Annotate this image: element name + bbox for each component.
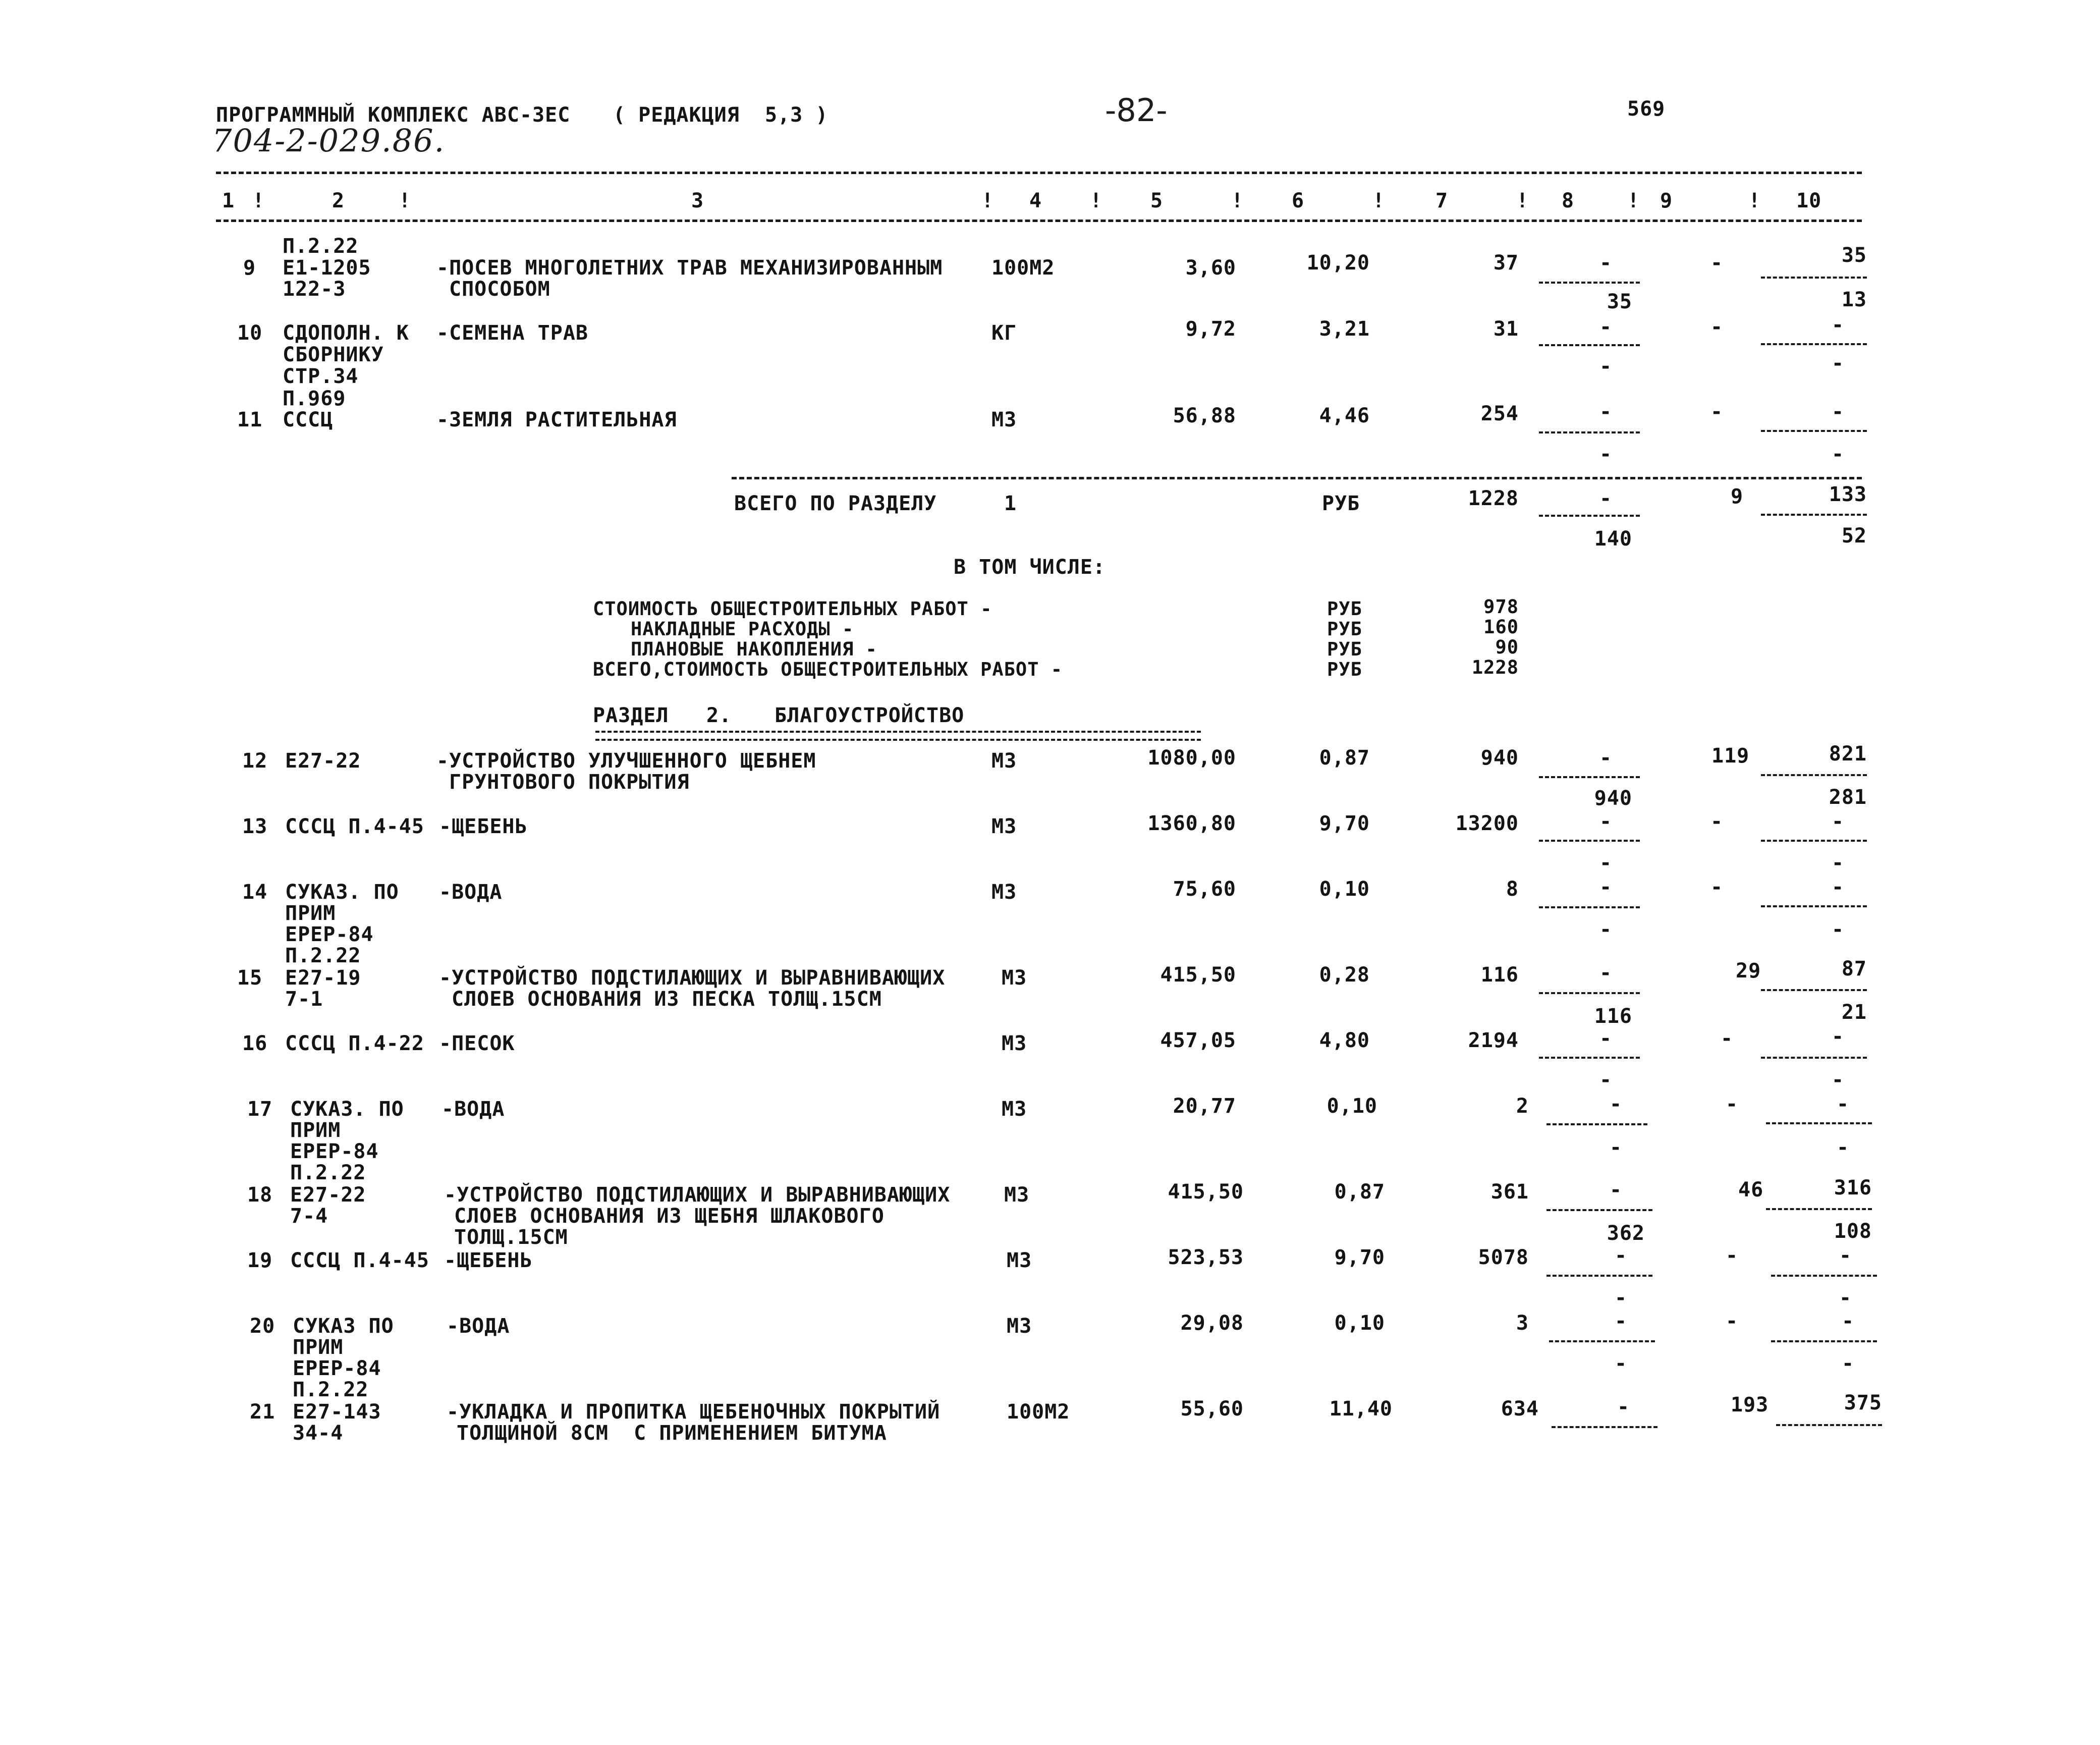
cell-divider <box>1546 1209 1652 1211</box>
row-description: СЛОЕВ ОСНОВАНИЯ ИЗ ПЕСКА ТОЛЩ.15СМ <box>452 988 882 1011</box>
row-col8-value: - <box>1599 876 1613 899</box>
row-description: СПОСОБОМ <box>449 278 550 301</box>
row-col10-value: - <box>1832 352 1845 375</box>
row-col8-value: - <box>1617 1395 1630 1419</box>
row-col9-value: - <box>1710 315 1724 339</box>
row-col8-value: - <box>1599 315 1613 339</box>
row-col9-value: - <box>1710 400 1724 423</box>
row-col8-value: - <box>1615 1286 1628 1310</box>
cell-divider <box>1761 277 1867 279</box>
column-header: 8 <box>1562 189 1575 212</box>
row-col10-value: 87 <box>1841 957 1867 980</box>
section-total-col9: 9 <box>1731 485 1744 508</box>
cell-divider <box>1539 776 1640 778</box>
row-basis-line: 122-3 <box>283 278 346 301</box>
row-col8-value: - <box>1615 1352 1628 1375</box>
row-basis-line: Е27-22 <box>290 1183 366 1207</box>
row-unit-price: 0,87 <box>1319 746 1370 770</box>
column-header: 7 <box>1435 189 1449 212</box>
cell-divider <box>1546 1123 1647 1125</box>
row-description: ГРУНТОВОГО ПОКРЫТИЯ <box>449 771 690 794</box>
row-basis-line: СССЦ П.4-45 <box>290 1249 429 1272</box>
row-quantity: 29,08 <box>1180 1312 1244 1335</box>
row-col8-value: 116 <box>1594 1005 1632 1028</box>
row-unit: М3 <box>1007 1315 1032 1338</box>
row-description: -ПОСЕВ МНОГОЛЕТНИХ ТРАВ МЕХАНИЗИРОВАННЫМ <box>436 256 943 280</box>
row-col10-value: - <box>1832 443 1845 466</box>
cell-divider <box>1539 344 1640 346</box>
row-col10-value: - <box>1832 876 1845 899</box>
row-col9-value: 46 <box>1738 1178 1764 1202</box>
row-description: -УКЛАДКА И ПРОПИТКА ЩЕБЕНОЧНЫХ ПОКРЫТИЙ <box>447 1400 941 1424</box>
row-col10-value: - <box>1832 400 1845 423</box>
row-col10-value: - <box>1832 918 1845 941</box>
row-number: 10 <box>237 321 263 345</box>
row-quantity: 415,50 <box>1160 963 1236 987</box>
row-basis-line: СУКАЗ. ПО <box>290 1098 404 1121</box>
edition-label: ( РЕДАКЦИЯ 5,3 ) <box>613 103 828 127</box>
row-unit: М3 <box>1002 1098 1027 1121</box>
section-total-number: 1 <box>1004 492 1017 515</box>
breakdown-label: СТОИМОСТЬ ОБЩЕСТРОИТЕЛЬНЫХ РАБОТ - <box>593 598 992 620</box>
row-description: -УСТРОЙСТВО УЛУЧШЕННОГО ЩЕБНЕМ <box>436 749 816 773</box>
row-quantity: 3,60 <box>1185 256 1236 280</box>
row-description: ТОЛЩ.15СМ <box>454 1226 568 1249</box>
column-separator: ! <box>1627 189 1640 212</box>
row-description: -ВОДА <box>447 1315 510 1338</box>
row-description: -СЕМЕНА ТРАВ <box>436 321 588 345</box>
row-col10-value: 13 <box>1841 288 1867 311</box>
cell-divider <box>1761 1057 1867 1059</box>
row-description: -ВОДА <box>441 1098 505 1121</box>
breakdown-unit: РУБ <box>1327 618 1362 640</box>
row-basis-line: ПРИМ <box>290 1119 341 1142</box>
row-cost: 13200 <box>1455 812 1519 835</box>
row-cost: 31 <box>1493 317 1519 341</box>
row-col10-value: - <box>1832 1025 1845 1048</box>
row-description: -ПЕСОК <box>439 1032 515 1055</box>
cell-divider <box>1546 1275 1652 1277</box>
row-number: 21 <box>250 1400 275 1424</box>
row-col8-value: - <box>1615 1310 1628 1333</box>
row-col9-value: - <box>1721 1027 1734 1050</box>
row-col9-value: 119 <box>1711 744 1750 768</box>
cell-divider <box>1539 1057 1640 1059</box>
row-col8-value: - <box>1599 746 1613 770</box>
handwritten-project-code: 704-2-029.86. <box>212 122 446 159</box>
column-header: 6 <box>1292 189 1305 212</box>
cell-divider <box>1771 1340 1877 1342</box>
row-basis-line: П.2.22 <box>293 1378 369 1401</box>
row-unit-price: 0,28 <box>1319 963 1370 987</box>
row-basis-line: СБОРНИКУ <box>283 343 384 366</box>
column-separator: ! <box>1516 189 1529 212</box>
row-basis-line: Е27-19 <box>285 966 361 990</box>
row-col10-value: 375 <box>1844 1391 1882 1414</box>
section-heading-underline <box>595 731 1201 741</box>
row-description: -ЩЕБЕНЬ <box>439 815 528 838</box>
breakdown-unit: РУБ <box>1327 598 1362 620</box>
row-unit: 100М2 <box>1007 1400 1070 1424</box>
column-header: 5 <box>1150 189 1164 212</box>
row-col10-value: - <box>1832 313 1845 337</box>
cell-divider <box>1539 282 1640 284</box>
row-quantity: 20,77 <box>1173 1095 1236 1118</box>
row-basis-line: СУКАЗ ПО <box>293 1315 394 1338</box>
row-col10-value: 316 <box>1834 1176 1872 1199</box>
row-quantity: 1080,00 <box>1147 746 1236 770</box>
row-basis-line: П.969 <box>283 387 346 410</box>
row-number: 20 <box>250 1315 275 1338</box>
section-total-cost: 1228 <box>1468 487 1519 510</box>
section-title: БЛАГОУСТРОЙСТВО <box>775 704 965 727</box>
row-col8-value: 940 <box>1594 787 1632 810</box>
row-basis-line: Е27-22 <box>285 749 361 773</box>
column-separator: ! <box>252 189 265 212</box>
breakdown-unit: РУБ <box>1327 638 1362 660</box>
section-total-col10: 133 <box>1829 483 1867 506</box>
row-unit-price: 9,70 <box>1334 1246 1385 1269</box>
row-basis-line: П.2.22 <box>283 235 359 258</box>
row-unit-price: 10,20 <box>1306 251 1370 275</box>
row-unit-price: 0,87 <box>1334 1180 1385 1204</box>
row-basis-line: 7-1 <box>285 988 323 1011</box>
row-cost: 254 <box>1480 402 1519 425</box>
row-description: -УСТРОЙСТВО ПОДСТИЛАЮЩИХ И ВЫРАВНИВАЮЩИХ <box>444 1183 951 1207</box>
row-basis-line: ПРИМ <box>293 1336 344 1359</box>
row-col10-value: - <box>1842 1352 1855 1375</box>
row-quantity: 415,50 <box>1168 1180 1244 1204</box>
row-col10-value: 281 <box>1829 786 1867 809</box>
row-unit-price: 0,10 <box>1319 878 1370 901</box>
cell-divider <box>1761 840 1867 842</box>
row-col10-value: 821 <box>1829 742 1867 766</box>
total-rule <box>732 477 1862 479</box>
row-basis-line: СССЦ П.4-45 <box>285 815 424 838</box>
row-cost: 2194 <box>1468 1029 1519 1052</box>
row-quantity: 523,53 <box>1168 1246 1244 1269</box>
cell-divider <box>1539 906 1640 908</box>
row-cost: 3 <box>1516 1312 1529 1335</box>
row-basis-line: СССЦ <box>283 408 334 431</box>
breakdown-value: 160 <box>1483 616 1519 638</box>
column-header: 2 <box>332 189 345 212</box>
section-total-unit: РУБ <box>1322 492 1360 515</box>
row-col8-value: - <box>1610 1136 1623 1159</box>
row-basis-line: 34-4 <box>293 1422 344 1445</box>
row-col10-value: - <box>1837 1093 1850 1116</box>
cell-divider <box>1549 1340 1655 1342</box>
program-title: ПРОГРАММНЫЙ КОМПЛЕКС АВС-3ЕС <box>216 103 571 127</box>
cell-divider <box>1539 992 1640 994</box>
row-number: 15 <box>237 966 263 990</box>
row-number: 17 <box>247 1098 273 1121</box>
cell-divider <box>1771 1275 1877 1277</box>
row-col8-value: - <box>1615 1244 1628 1267</box>
row-col8-value: 362 <box>1607 1222 1645 1245</box>
row-col10-value: - <box>1842 1310 1855 1333</box>
row-description: -УСТРОЙСТВО ПОДСТИЛАЮЩИХ И ВЫРАВНИВАЮЩИХ <box>439 966 946 990</box>
row-basis-line: Е27-143 <box>293 1400 381 1424</box>
row-quantity: 9,72 <box>1185 317 1236 341</box>
row-col8-value: - <box>1610 1093 1623 1116</box>
row-unit-price: 11,40 <box>1329 1397 1393 1421</box>
row-quantity: 55,60 <box>1180 1397 1244 1421</box>
row-description: -ЗЕМЛЯ РАСТИТЕЛЬНАЯ <box>436 408 677 431</box>
section-number: 2. <box>706 704 732 727</box>
cell-divider <box>1761 514 1867 516</box>
cell-divider <box>1539 515 1640 517</box>
row-col10-value: 108 <box>1834 1220 1872 1243</box>
row-cost: 940 <box>1480 746 1519 770</box>
breakdown-value: 1228 <box>1471 657 1519 678</box>
row-description: -ЩЕБЕНЬ <box>444 1249 533 1272</box>
row-number: 19 <box>247 1249 273 1272</box>
row-unit-price: 3,21 <box>1319 317 1370 341</box>
cell-divider <box>1552 1426 1657 1428</box>
breakdown-label: ВСЕГО,СТОИМОСТЬ ОБЩЕСТРОИТЕЛЬНЫХ РАБОТ - <box>593 659 1063 680</box>
row-col8-value: - <box>1599 918 1613 941</box>
page-number: -82- <box>1105 92 1168 129</box>
row-unit-price: 9,70 <box>1319 812 1370 835</box>
row-basis-line: П.2.22 <box>290 1161 366 1184</box>
cell-divider <box>1776 1424 1882 1426</box>
row-col10-value: 35 <box>1841 244 1867 267</box>
row-number: 13 <box>242 815 268 838</box>
row-col9-value: - <box>1726 1093 1739 1116</box>
row-unit: М3 <box>991 815 1017 838</box>
breakdown-label: НАКЛАДНЫЕ РАСХОДЫ - <box>631 618 854 640</box>
breakdown-label: ПЛАНОВЫЕ НАКОПЛЕНИЯ - <box>631 638 877 660</box>
row-quantity: 75,60 <box>1173 878 1236 901</box>
row-description: ТОЛЩИНОЙ 8СМ С ПРИМЕНЕНИЕМ БИТУМА <box>457 1422 887 1445</box>
row-unit-price: 4,80 <box>1319 1029 1370 1052</box>
cell-divider <box>1539 840 1640 842</box>
row-unit: М3 <box>1007 1249 1032 1272</box>
row-unit: 100М2 <box>991 256 1055 280</box>
column-separator: ! <box>1231 189 1244 212</box>
sheet-number: 569 <box>1627 97 1666 121</box>
column-separator: ! <box>1090 189 1103 212</box>
cell-divider <box>1761 905 1867 907</box>
row-col8-value: - <box>1599 400 1613 423</box>
row-number: 12 <box>242 749 268 773</box>
row-col9-value: 29 <box>1736 959 1761 983</box>
row-description: СЛОЕВ ОСНОВАНИЯ ИЗ ЩЕБНЯ ШЛАКОВОГО <box>454 1205 885 1228</box>
row-unit: М3 <box>1002 966 1027 990</box>
row-cost: 8 <box>1506 878 1519 901</box>
row-col9-value: 193 <box>1731 1393 1769 1416</box>
row-col9-value: - <box>1710 876 1724 899</box>
row-basis-line: ЕРЕР-84 <box>293 1357 381 1380</box>
breakdown-unit: РУБ <box>1327 659 1362 680</box>
row-col8-value: - <box>1599 251 1613 275</box>
row-basis-line: Е1-1205 <box>283 256 371 280</box>
row-col9-value: - <box>1710 251 1724 275</box>
column-header: 9 <box>1660 189 1673 212</box>
row-col10-value: 21 <box>1841 1001 1867 1024</box>
section-total-col10: 52 <box>1841 524 1867 548</box>
row-col8-value: - <box>1599 810 1613 833</box>
row-cost: 116 <box>1480 963 1519 987</box>
column-separator: ! <box>1372 189 1386 212</box>
column-separator: ! <box>1748 189 1761 212</box>
row-basis-line: П.2.22 <box>285 944 361 967</box>
row-col10-value: - <box>1839 1244 1852 1267</box>
row-cost: 361 <box>1490 1180 1529 1204</box>
row-number: 11 <box>237 408 263 431</box>
row-basis-line: СУКАЗ. ПО <box>285 881 399 904</box>
row-basis-line: СССЦ П.4-22 <box>285 1032 424 1055</box>
row-unit-price: 0,10 <box>1334 1312 1385 1335</box>
row-cost: 634 <box>1501 1397 1539 1421</box>
section-total-col8: - <box>1599 487 1613 510</box>
breakdown-title: В ТОМ ЧИСЛЕ: <box>954 556 1106 579</box>
row-cost: 5078 <box>1478 1246 1529 1269</box>
column-header: 10 <box>1796 189 1822 212</box>
row-number: 9 <box>243 256 256 280</box>
row-col8-value: - <box>1599 355 1613 378</box>
cell-divider <box>1761 430 1867 432</box>
cell-divider <box>1761 343 1867 345</box>
row-col8-value: - <box>1599 961 1613 985</box>
row-cost: 37 <box>1493 251 1519 275</box>
header-rule-bottom <box>216 220 1862 222</box>
row-col8-value: - <box>1599 443 1613 466</box>
section-total-col8: 140 <box>1594 527 1632 551</box>
column-separator: ! <box>981 189 994 212</box>
row-unit: М3 <box>991 749 1017 773</box>
row-col10-value: - <box>1832 851 1845 875</box>
row-quantity: 457,05 <box>1160 1029 1236 1052</box>
row-col9-value: - <box>1710 810 1724 833</box>
row-unit: КГ <box>991 321 1017 345</box>
row-cost: 2 <box>1516 1095 1529 1118</box>
header-rule-top <box>216 172 1862 174</box>
breakdown-value: 90 <box>1495 636 1519 658</box>
row-col9-value: - <box>1726 1310 1739 1333</box>
row-col10-value: - <box>1832 810 1845 833</box>
column-header: 3 <box>691 189 704 212</box>
cell-divider <box>1539 431 1640 433</box>
row-description: -ВОДА <box>439 881 503 904</box>
row-unit: М3 <box>991 408 1017 431</box>
row-number: 16 <box>242 1032 268 1055</box>
column-separator: ! <box>399 189 412 212</box>
row-basis-line: СДОПОЛН. К <box>283 321 409 345</box>
row-col8-value: 35 <box>1607 290 1632 313</box>
row-unit: М3 <box>1002 1032 1027 1055</box>
row-number: 18 <box>247 1183 273 1207</box>
row-col8-value: - <box>1610 1178 1623 1202</box>
row-col10-value: - <box>1832 1068 1845 1092</box>
row-basis-line: ЕРЕР-84 <box>285 923 374 946</box>
row-unit-price: 4,46 <box>1319 404 1370 427</box>
cell-divider <box>1766 1122 1872 1124</box>
section-label: РАЗДЕЛ <box>593 704 669 727</box>
row-col10-value: - <box>1839 1286 1852 1310</box>
row-unit-price: 0,10 <box>1327 1095 1377 1118</box>
section-total-label: ВСЕГО ПО РАЗДЕЛУ <box>734 492 937 515</box>
row-quantity: 1360,80 <box>1147 812 1236 835</box>
column-header: 1 <box>222 189 235 212</box>
row-basis-line: 7-4 <box>290 1205 328 1228</box>
row-basis-line: ПРИМ <box>285 902 336 925</box>
breakdown-value: 978 <box>1483 596 1519 618</box>
row-basis-line: СТР.34 <box>283 365 359 388</box>
cell-divider <box>1766 1208 1872 1210</box>
row-unit: М3 <box>1004 1183 1030 1207</box>
row-col9-value: - <box>1726 1244 1739 1267</box>
row-col8-value: - <box>1599 1027 1613 1050</box>
row-basis-line: ЕРЕР-84 <box>290 1140 379 1163</box>
row-col10-value: - <box>1837 1136 1850 1159</box>
row-col8-value: - <box>1599 1068 1613 1092</box>
row-number: 14 <box>242 881 268 904</box>
row-unit: М3 <box>991 881 1017 904</box>
row-col8-value: - <box>1599 851 1613 875</box>
cell-divider <box>1761 989 1867 991</box>
cell-divider <box>1761 774 1867 776</box>
row-quantity: 56,88 <box>1173 404 1236 427</box>
column-header: 4 <box>1029 189 1042 212</box>
